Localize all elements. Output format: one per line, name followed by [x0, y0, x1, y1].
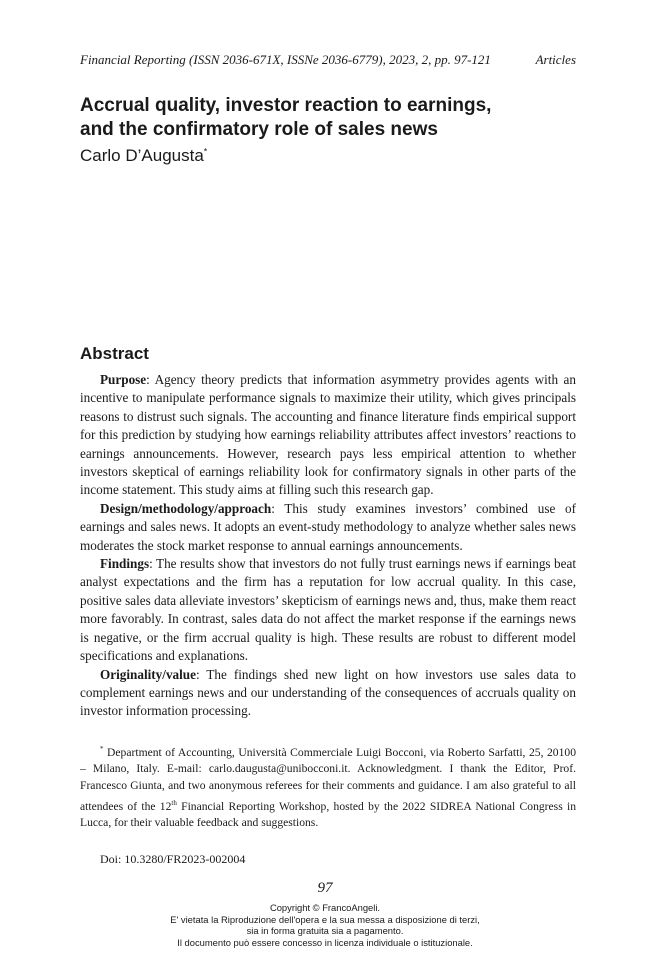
abstract-label-originality: Originality/value [100, 666, 196, 682]
article-type: Articles [535, 52, 576, 67]
article-title-line-1: Accrual quality, investor reaction to earnings, [80, 95, 492, 116]
abstract-label-purpose: Purpose [100, 372, 147, 387]
abstract-paragraph-findings [80, 555, 576, 665]
abstract-text-originality: : The findings shed new light on how investors use sales data to complement earnings news and our understanding of the consequences of accruals quality on investor information processing. [80, 666, 576, 719]
abstract-label-findings: Findings [100, 556, 150, 572]
abstract-paragraph-design [80, 500, 576, 555]
abstract-body [80, 371, 576, 721]
abstract-heading: Abstract [80, 344, 149, 363]
footnote-mark: * [100, 745, 104, 753]
author-footnote [80, 741, 576, 832]
copyright-line-4: Il documento può essere concesso in licenza individuale o istituzionale. [177, 936, 473, 948]
author-line [80, 146, 207, 166]
copyright-notice [0, 902, 650, 948]
abstract-paragraph-purpose [80, 371, 576, 500]
abstract-paragraph-originality [80, 666, 576, 721]
journal-citation: Financial Reporting (ISSN 2036-671X, ISSNe 2036-6779), 2023, 2, pp. 97-121 [80, 52, 491, 67]
running-head [80, 52, 576, 68]
abstract-label-design: Design/methodology/approach [100, 500, 272, 516]
footnote-text-part-1: Department of Accounting, Università Commerciale Luigi Bocconi, via Roberto Sarfatti, 25, 20100 – Milano, Italy. E-mail: carlo.daugusta@unibocconi.it. Acknowledgment. I thank the Editor, Prof. Francesco Giunta, and two anonymous referees for their comments and guidance. I am also grateful to all attendees of the 12 [80, 745, 576, 813]
abstract-text-findings: : The results show that investors do not fully trust earnings news if earnings beat analyst expectations and the firm has a reputation for low accrual quality. In this case, positive sales data alleviate investors’ skepticism of earnings news and, thus, make them react more favorably. In contrast, sales data do not affect the market response if the earnings news is negative, or the firm accrual quality is high. These results are robust to different model specifications and explanations. [80, 556, 576, 664]
article-title [80, 94, 580, 142]
footnote-text-part-2: Financial Reporting Workshop, hosted by the 2022 SIDREA National Congress in Lucca, for their valuable feedback and suggestions. [80, 799, 576, 830]
author-name: Carlo D’Augusta [80, 146, 204, 165]
author-footnote-mark: * [203, 146, 208, 157]
article-title-line-2: and the confirmatory role of sales news [80, 119, 438, 140]
page-number: 97 [317, 880, 333, 896]
copyright-line-2: E' vietata la Riproduzione dell'opera e la sua messa a disposizione di terzi, [170, 913, 480, 925]
abstract-text-design: : This study examines investors’ combined use of earnings and sales news. It adopts an event-study methodology to analyze whether sales news moderates the stock market response to annual earnings announcements. [80, 500, 576, 553]
author-footnote-paragraph [80, 741, 576, 832]
doi: Doi: 10.3280/FR2023-002004 [100, 852, 246, 866]
abstract-text-purpose: : Agency theory predicts that information asymmetry provides agents with an incentive to manipulate performance signals to maximize their utility, which gives principals reasons to distrust such signals. The accounting and finance literature finds empirical support for this prediction by studying how earnings reliability attributes affect investors’ reactions to earnings announcements. However, research pays less empirical attention to whether investors skeptical of earnings reliability look for confirmatory signals in other parts of the income statement. This study aims at filling such this research gap. [80, 372, 576, 498]
footnote-ordinal-suffix: th [171, 798, 177, 807]
copyright-line-3: sia in forma gratuita sia a pagamento. [246, 925, 404, 937]
copyright-line-1: Copyright © FrancoAngeli. [269, 902, 381, 913]
